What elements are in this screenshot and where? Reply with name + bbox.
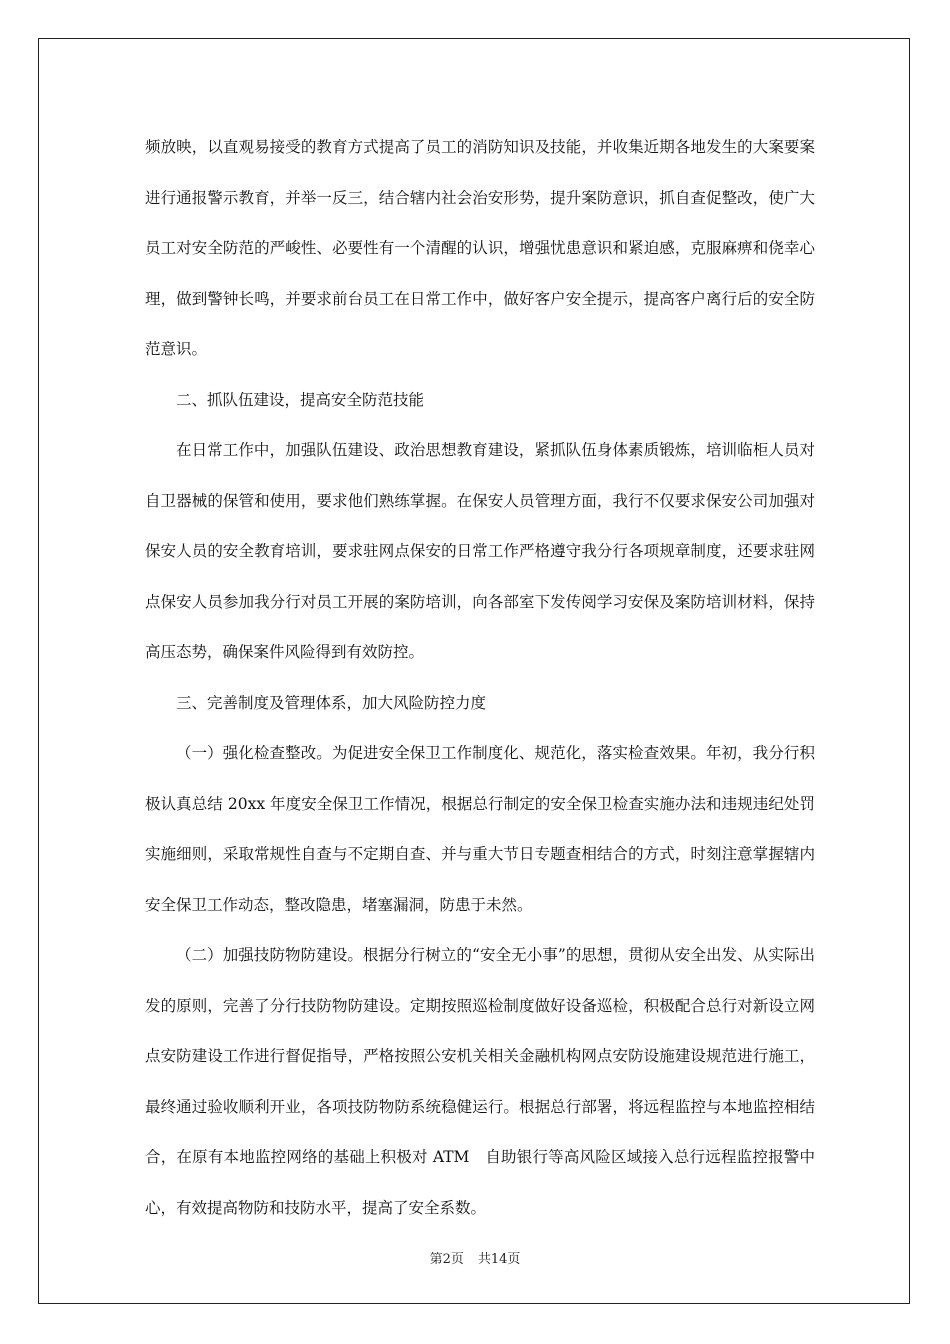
section-heading-2: 二、抓队伍建设，提高安全防范技能 [176, 390, 425, 409]
paragraph-6: （二）加强技防物防建设。根据分行树立的“安全无小事”的思想，贯彻从安全出发、从实际出发的原则，完善了分行技防物防建设。定期按照巡检制度做好设备巡检，积极配合总行对新设立网点安防建设工作进行督促指导，严格按照公安机关相关金融机构网点安防设施建设规范进行施工，最终通过验收顺利开业，各项技防物防系统稳健运行。根据总行部署，将远程监控与本地监控相结合，在原有本地监控网络的基础上积极对 ATM 自助银行等高风险区域接入总行远程监控报警中心，有效提高物防和技防水平，提高了安全系数。 [145, 946, 815, 1217]
paragraph-3: 在日常工作中，加强队伍建设、政治思想教育建设，紧抓队伍身体素质锻炼，培训临柜人员对自卫器械的保管和使用，要求他们熟练掌握。在保安人员管理方面，我行不仅要求保安公司加强对保安人员的安全教育培训，要求驻网点保安的日常工作严格遵守我分行各项规章制度，还要求驻网点保安人员参加我分行对员工开展的案防培训，向各部室下发传阅学习安保及案防培训材料，保持高压态势，确保案件风险得到有效防控。 [145, 441, 815, 661]
section-heading-3: 三、完善制度及管理体系，加大风险防控力度 [176, 693, 487, 712]
page-footer [0, 1248, 950, 1267]
paragraph-5: （一）强化检查整改。为促进安全保卫工作制度化、规范化，落实检查效果。年初，我分行积极认真总结 20xx 年度安全保卫工作情况，根据总行制定的安全保卫检查实施办法和违规违纪处罚实施细则，采取常规性自查与不定期自查、并与重大节日专题查相结合的方式，时刻注意掌握辖内安全保卫工作动态，整改隐患，堵塞漏洞，防患于未然。 [145, 744, 815, 914]
paragraph-1: 频放映，以直观易接受的教育方式提高了员工的消防知识及技能，并收集近期各地发生的大案要案进行通报警示教育，并举一反三，结合辖内社会治安形势，提升案防意识，抓自查促整改，使广大员工对安全防范的严峻性、必要性有一个清醒的认识，增强忧患意识和紧迫感，克服麻痹和侥幸心理，做到警钟长鸣，并要求前台员工在日常工作中，做好客户安全提示，提高客户离行后的安全防范意识。 [145, 138, 815, 358]
page-total: 共14页 [477, 1252, 521, 1267]
page-number: 第2页 [429, 1252, 464, 1267]
document-body [145, 122, 815, 1233]
